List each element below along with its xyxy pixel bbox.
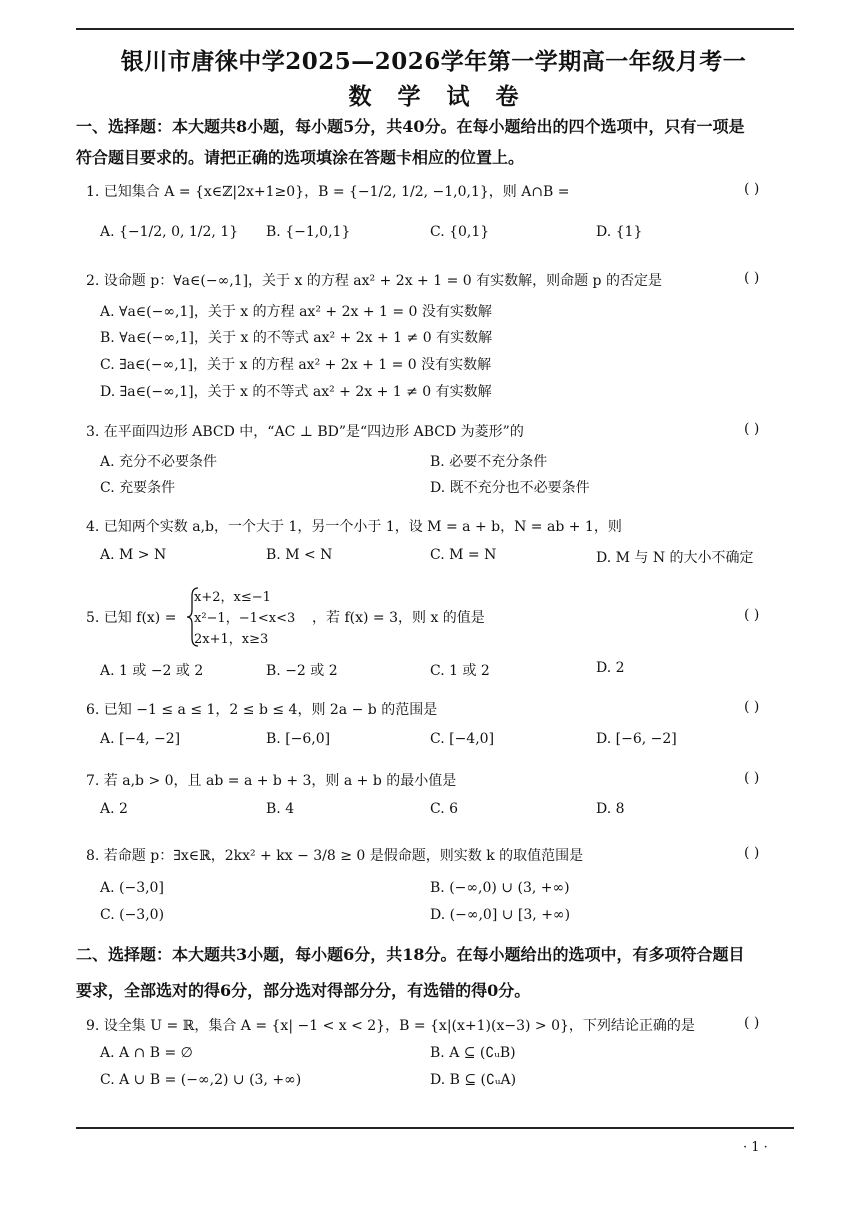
question-5-option-c: C. 1 或 2: [430, 663, 490, 679]
page-number: · 1 ·: [743, 1140, 768, 1155]
question-7-option-c: C. 6: [430, 801, 459, 817]
question-9-option-c: C. A ∪ B = (−∞,2) ∪ (3, +∞): [100, 1072, 302, 1088]
question-6-option-b: B. [−6,0]: [266, 731, 331, 747]
section2-heading-line1: 二、选择题：本大题共3小题，每小题6分，共18分。在每小题给出的选项中，有多项符合题目: [76, 945, 745, 964]
question-6-option-d: D. [−6, −2]: [596, 731, 677, 747]
question-1-option-c: C. {0,1}: [430, 224, 490, 240]
question-8-option-a: A. (−3,0]: [100, 880, 164, 896]
question-2-option-b: B. ∀a∈(−∞,1]，关于 x 的不等式 ax² + 2x + 1 ≠ 0 有实数解: [100, 330, 493, 346]
question-9-option-d: D. B ⊆ (∁ᵤA): [430, 1072, 517, 1088]
question-3-option-d: D. 既不充分也不必要条件: [430, 480, 590, 496]
bottom-rule: [76, 1127, 794, 1129]
question-5-piece-3: 2x+1，x≥3: [194, 632, 269, 647]
question-5-stem-prefix: 5. 已知 f(x) =: [86, 610, 177, 626]
question-7-option-d: D. 8: [596, 801, 625, 817]
question-3-option-c: C. 充要条件: [100, 480, 176, 496]
question-9-option-b: B. A ⊆ (∁ᵤB): [430, 1045, 516, 1061]
question-5-piece-1: x+2，x≤−1: [194, 590, 271, 605]
question-5-option-d: D. 2: [596, 660, 625, 676]
question-6-stem: 6. 已知 −1 ≤ a ≤ 1，2 ≤ b ≤ 4，则 2a − b 的范围是: [86, 702, 438, 718]
page-title: 银川市唐徕中学2025—2026学年第一学期高一年级月考一: [120, 48, 747, 75]
question-1-answer-slot: ( ): [744, 181, 760, 197]
question-1-option-b: B. {−1,0,1}: [266, 224, 351, 240]
question-2-stem: 2. 设命题 p：∀a∈(−∞,1]，关于 x 的方程 ax² + 2x + 1 = 0 有实数解，则命题 p 的否定是: [86, 273, 662, 289]
question-2-option-a: A. ∀a∈(−∞,1]，关于 x 的方程 ax² + 2x + 1 = 0 没有实数解: [100, 304, 492, 320]
question-5-piece-2: x²−1，−1<x<3: [194, 611, 296, 626]
question-1-option-d: D. {1}: [596, 224, 643, 240]
question-2-answer-slot: ( ): [744, 270, 760, 286]
question-8-option-c: C. (−3,0): [100, 907, 165, 923]
question-3-answer-slot: ( ): [744, 421, 760, 437]
section2-heading-line2: 要求，全部选对的得6分，部分选对得部分分，有选错的得0分。: [76, 981, 531, 1000]
question-6-answer-slot: ( ): [744, 699, 760, 715]
question-8-answer-slot: ( ): [744, 845, 760, 861]
question-7-option-a: A. 2: [100, 801, 128, 817]
section1-heading-line2: 符合题目要求的。请把正确的选项填涂在答题卡相应的位置上。: [76, 148, 525, 167]
question-7-stem: 7. 若 a,b > 0，且 ab = a + b + 3，则 a + b 的最小值是: [86, 773, 457, 789]
question-4-stem: 4. 已知两个实数 a,b，一个大于 1，另一个小于 1，设 M = a + b，N = ab + 1，则: [86, 519, 622, 535]
question-1-option-a: A. {−1/2, 0, 1/2, 1}: [100, 224, 239, 240]
question-8-option-b: B. (−∞,0) ∪ (3, +∞): [430, 880, 570, 896]
question-4-option-a: A. M > N: [100, 547, 167, 563]
question-9-option-a: A. A ∩ B = ∅: [100, 1045, 193, 1061]
question-2-option-d: D. ∃a∈(−∞,1]，关于 x 的不等式 ax² + 2x + 1 ≠ 0 有实数解: [100, 384, 492, 400]
question-5-option-a: A. 1 或 −2 或 2: [100, 663, 204, 679]
question-3-option-b: B. 必要不充分条件: [430, 454, 548, 470]
question-4-option-b: B. M < N: [266, 547, 333, 563]
question-7-answer-slot: ( ): [744, 770, 760, 786]
question-4-option-c: C. M = N: [430, 547, 497, 563]
page-subtitle: 数学试卷: [348, 83, 545, 110]
question-5-answer-slot: ( ): [744, 607, 760, 623]
section1-heading-line1: 一、选择题：本大题共8小题，每小题5分，共40分。在每小题给出的四个选项中，只有一项是: [76, 117, 745, 136]
question-5-option-b: B. −2 或 2: [266, 663, 338, 679]
question-4-option-d: D. M 与 N 的大小不确定: [596, 550, 754, 566]
question-6-option-c: C. [−4,0]: [430, 731, 495, 747]
question-8-stem: 8. 若命题 p：∃x∈ℝ，2kx² + kx − 3/8 ≥ 0 是假命题，则实数 k 的取值范围是: [86, 848, 584, 864]
question-9-stem: 9. 设全集 U = ℝ，集合 A = {x| −1 < x < 2}，B = {x|(x+1)(x−3) > 0}，下列结论正确的是: [86, 1018, 695, 1034]
question-3-stem: 3. 在平面四边形 ABCD 中，“AC ⊥ BD”是“四边形 ABCD 为菱形”的: [86, 424, 524, 440]
question-8-option-d: D. (−∞,0] ∪ [3, +∞): [430, 907, 571, 923]
question-3-option-a: A. 充分不必要条件: [100, 454, 218, 470]
question-6-option-a: A. [−4, −2]: [100, 731, 181, 747]
top-rule: [76, 28, 794, 30]
question-1-stem: 1. 已知集合 A = {x∈ℤ|2x+1≥0}，B = {−1/2, 1/2, −1,0,1}，则 A∩B =: [86, 184, 570, 200]
question-9-answer-slot: ( ): [744, 1015, 760, 1031]
question-7-option-b: B. 4: [266, 801, 295, 817]
question-2-option-c: C. ∃a∈(−∞,1]，关于 x 的方程 ax² + 2x + 1 = 0 没有实数解: [100, 357, 492, 373]
question-5-stem-suffix: ，若 f(x) = 3，则 x 的值是: [312, 610, 485, 626]
